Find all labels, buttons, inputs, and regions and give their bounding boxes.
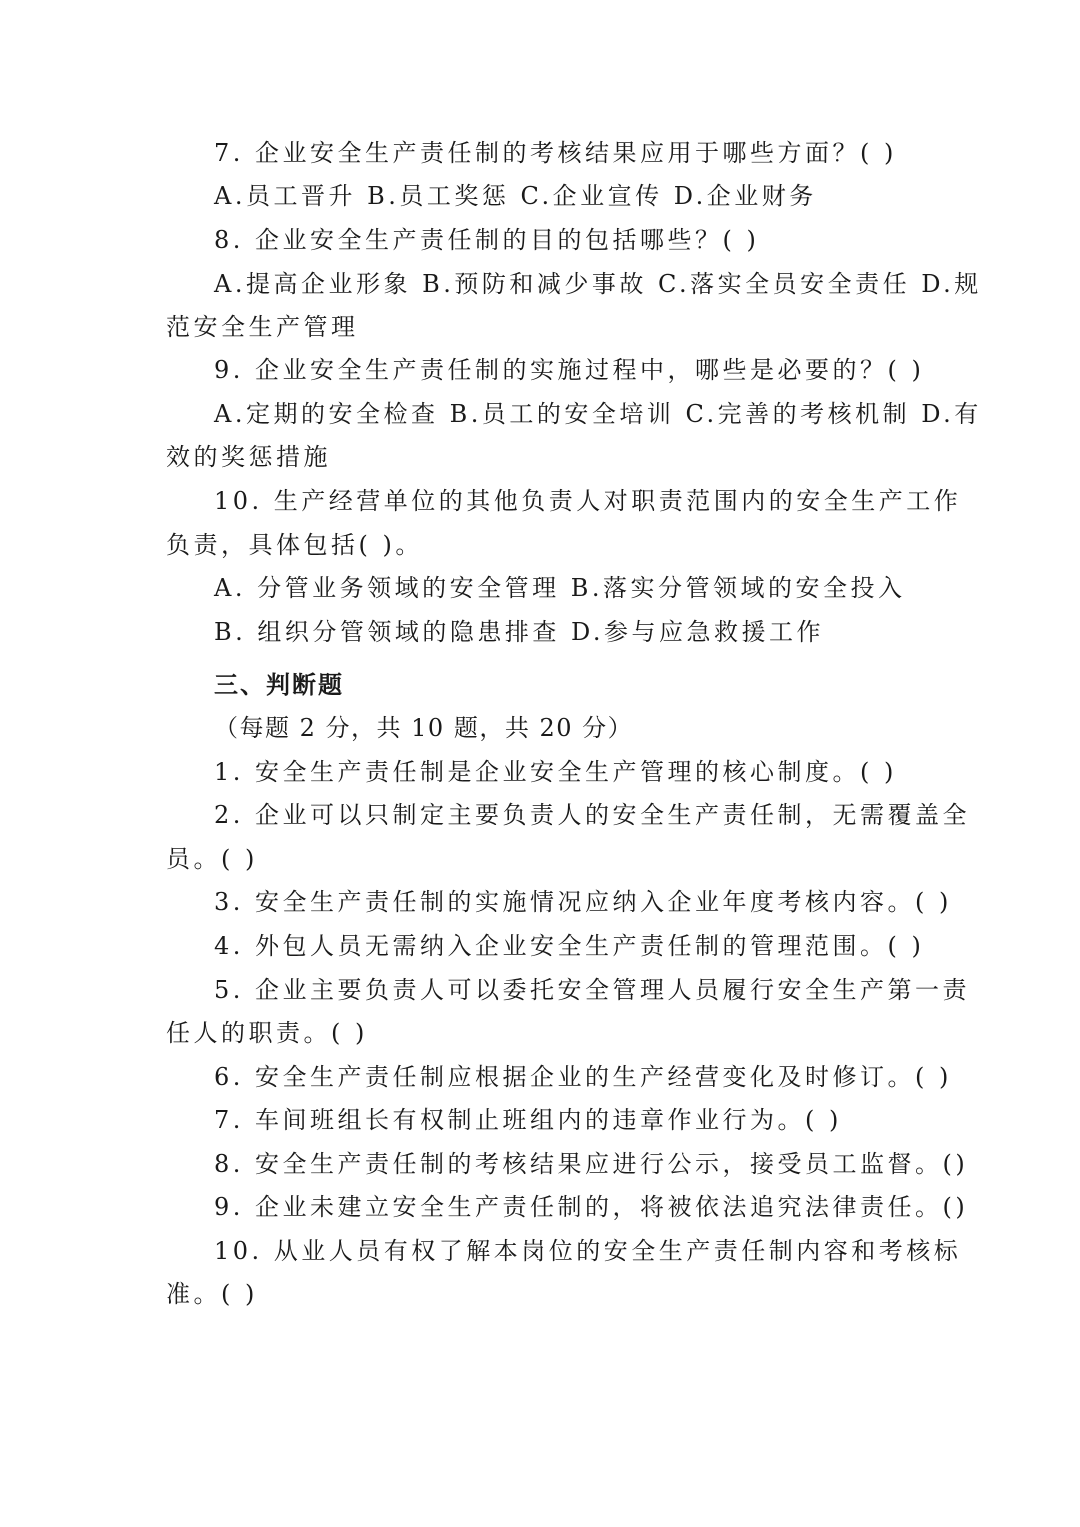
tf-question-2-cont: 员。( )	[166, 845, 258, 873]
mc-question-9-options-cont: 效的奖惩措施	[166, 443, 331, 471]
mc-question-7: 7. 企业安全生产责任制的考核结果应用于哪些方面？( )	[214, 139, 897, 167]
mc-question-10-options-cont: B. 组织分管领域的隐患排查 D.参与应急救援工作	[214, 618, 825, 646]
tf-question-5: 5. 企业主要负责人可以委托安全管理人员履行安全生产第一责	[214, 976, 971, 1004]
tf-question-10-cont: 准。( )	[166, 1280, 258, 1308]
mc-question-9-options: A.定期的安全检查 B.员工的安全培训 C.完善的考核机制 D.有	[214, 400, 982, 428]
mc-question-7-options: A.员工晋升 B.员工奖惩 C.企业宣传 D.企业财务	[214, 182, 817, 210]
tf-question-5-cont: 任人的职责。( )	[166, 1019, 368, 1047]
tf-question-9: 9. 企业未建立安全生产责任制的，将被依法追究法律责任。()	[214, 1193, 969, 1221]
tf-question-4: 4. 外包人员无需纳入企业安全生产责任制的管理范围。( )	[214, 932, 925, 960]
tf-question-6: 6. 安全生产责任制应根据企业的生产经营变化及时修订。( )	[214, 1063, 952, 1091]
mc-question-8: 8. 企业安全生产责任制的目的包括哪些？( )	[214, 226, 760, 254]
mc-question-8-options: A.提高企业形象 B.预防和减少事故 C.落实全员安全责任 D.规	[214, 270, 982, 298]
section-note: （每题 2 分，共 10 题，共 20 分）	[214, 714, 634, 742]
mc-question-10-cont: 负责，具体包括( )。	[166, 531, 423, 559]
tf-question-8: 8. 安全生产责任制的考核结果应进行公示，接受员工监督。()	[214, 1150, 969, 1178]
tf-question-10: 10. 从业人员有权了解本岗位的安全生产责任制内容和考核标	[214, 1237, 962, 1265]
tf-question-7: 7. 车间班组长有权制止班组内的违章作业行为。( )	[214, 1106, 842, 1134]
mc-question-10: 10. 生产经营单位的其他负责人对职责范围内的安全生产工作	[214, 487, 962, 515]
tf-question-2: 2. 企业可以只制定主要负责人的安全生产责任制，无需覆盖全	[214, 801, 971, 829]
mc-question-10-options: A. 分管业务领域的安全管理 B.落实分管领域的安全投入	[214, 574, 906, 602]
mc-question-9: 9. 企业安全生产责任制的实施过程中，哪些是必要的？( )	[214, 356, 925, 384]
section-heading: 三、判断题	[214, 671, 344, 699]
tf-question-1: 1. 安全生产责任制是企业安全生产管理的核心制度。( )	[214, 758, 897, 786]
tf-question-3: 3. 安全生产责任制的实施情况应纳入企业年度考核内容。( )	[214, 888, 952, 916]
mc-question-8-options-cont: 范安全生产管理	[166, 313, 359, 341]
